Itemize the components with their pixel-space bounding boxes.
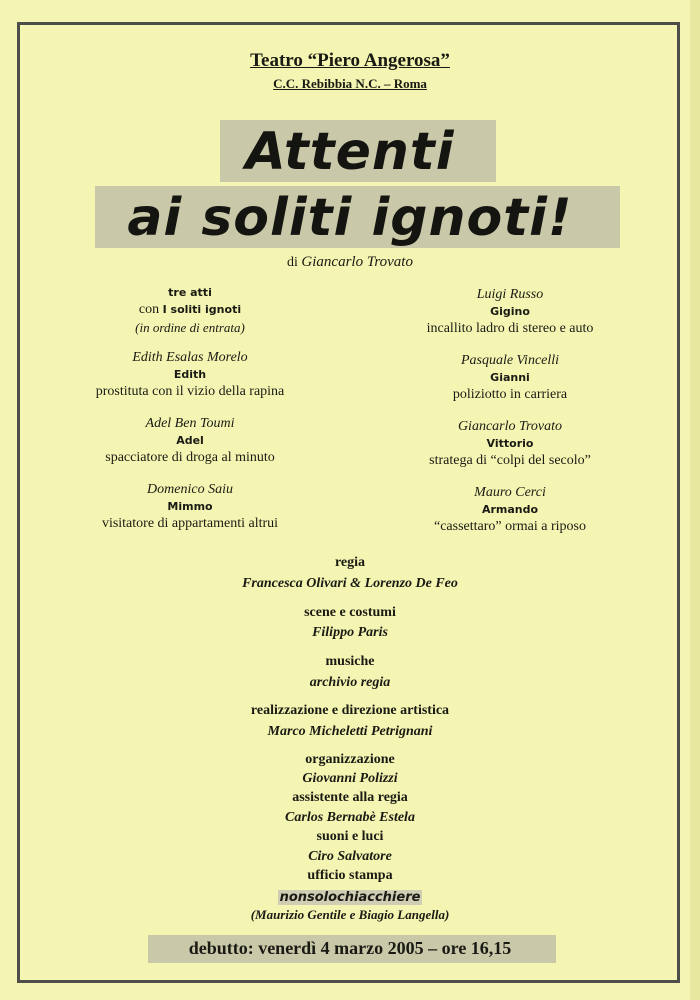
- character-description: incallito ladro di stereo e auto: [426, 321, 594, 336]
- actor-name: Giancarlo Trovato: [457, 419, 563, 434]
- intro-with-prefix: con: [138, 302, 160, 317]
- cast-entry: [40, 481, 340, 533]
- actor-name: Domenico Saiu: [147, 482, 233, 497]
- character-description: poliziotto in carriera: [452, 387, 568, 402]
- press-office-name: nonsolochiacchiere: [279, 890, 421, 905]
- character-name: Armando: [481, 503, 539, 516]
- cast-entry: [355, 352, 665, 404]
- credit-press-people: (Maurizio Gentile e Biagio Langella): [250, 907, 450, 922]
- credit-label-regia: regia: [334, 555, 366, 570]
- credit-name-organizzazione: Giovanni Polizzi: [302, 771, 398, 786]
- credit-label-scene: scene e costumi: [304, 605, 396, 620]
- credit-name-stampa: [0, 888, 700, 906]
- credit-label-direzione: realizzazione e direzione artistica: [250, 703, 450, 718]
- credit-name-musiche: archivio regia: [309, 675, 391, 690]
- character-description: prostituta con il vizio della rapina: [95, 384, 285, 399]
- actor-name: Pasquale Vincelli: [460, 353, 560, 368]
- cast-entry: [355, 286, 665, 338]
- character-description: “cassettaro” ormai a riposo: [434, 519, 586, 534]
- credit-label-assistente: assistente alla regia: [292, 790, 408, 805]
- intro-acts: tre atti: [168, 286, 212, 299]
- character-description: visitatore di appartamenti altrui: [101, 516, 279, 531]
- credit-name-assistente: Carlos Bernabè Estela: [285, 810, 415, 825]
- actor-name: Mauro Cerci: [474, 485, 546, 500]
- debut-date: debutto: venerdì 4 marzo 2005 – ore 16,15: [188, 938, 512, 958]
- intro-company: I soliti ignoti: [162, 303, 242, 316]
- actor-name: Adel Ben Toumi: [145, 416, 235, 431]
- character-name: Mimmo: [167, 500, 213, 513]
- character-name: Adel: [176, 434, 204, 447]
- character-name: Vittorio: [486, 437, 534, 450]
- author-name: Giancarlo Trovato: [301, 254, 413, 270]
- author-line: [0, 254, 700, 271]
- character-description: spacciatore di droga al minuto: [105, 450, 275, 465]
- cast-entry: [355, 484, 665, 536]
- actor-name: Edith Esalas Morelo: [132, 350, 248, 365]
- intro-order-note: (in ordine di entrata): [135, 320, 245, 335]
- cast-entry: [40, 349, 340, 401]
- author-prefix: di: [287, 255, 298, 270]
- character-name: Gianni: [490, 371, 530, 384]
- credit-name-scene: Filippo Paris: [312, 625, 388, 640]
- credit-label-stampa: ufficio stampa: [307, 868, 393, 883]
- play-title-line-1: Attenti: [245, 122, 455, 182]
- credit-label-musiche: musiche: [325, 654, 375, 669]
- cast-entry: [355, 418, 665, 470]
- credit-name-direzione: Marco Micheletti Petrignani: [267, 724, 433, 739]
- play-title-line-2: ai soliti ignoti!: [127, 188, 573, 248]
- intro-with: [40, 301, 340, 319]
- character-name: Edith: [173, 368, 207, 381]
- credit-label-organizzazione: organizzazione: [305, 752, 395, 767]
- actor-name: Luigi Russo: [476, 287, 544, 302]
- character-description: stratega di “colpi del secolo”: [429, 453, 591, 468]
- credit-name-regia: Francesca Olivari & Lorenzo De Feo: [242, 576, 458, 591]
- credit-label-luci: suoni e luci: [316, 829, 384, 844]
- cast-intro: [40, 284, 340, 336]
- theatre-name: Teatro “Piero Angerosa”: [250, 50, 450, 71]
- cast-entry: [40, 415, 340, 467]
- credit-name-luci: Ciro Salvatore: [308, 849, 392, 864]
- theatre-location: C.C. Rebibbia N.C. – Roma: [273, 76, 427, 91]
- character-name: Gigino: [490, 305, 530, 318]
